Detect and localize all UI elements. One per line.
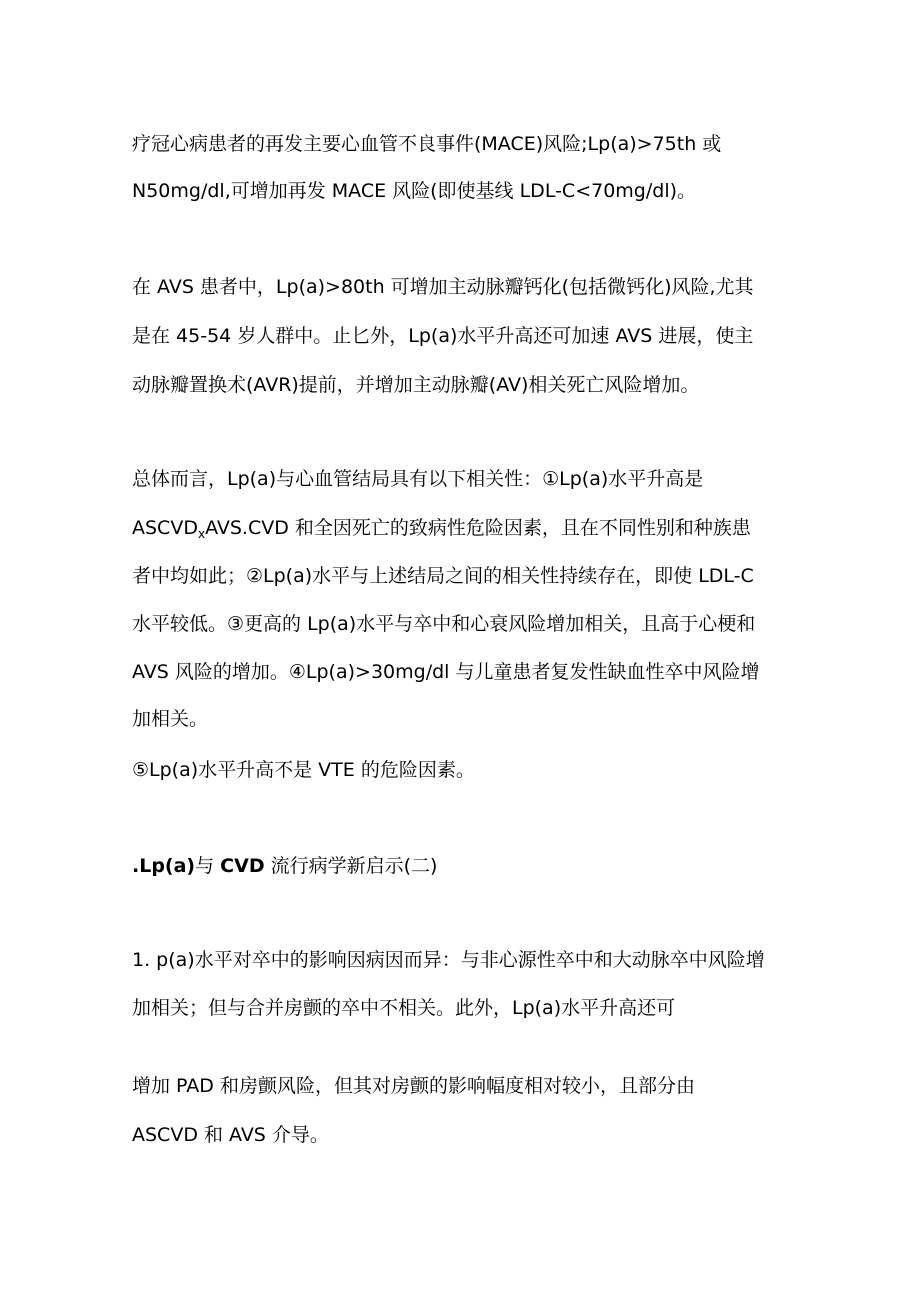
p5-line-1: 增加 PAD 和房颤风险，但其对房颤的影响幅度相对较小，且部分由 <box>132 1075 695 1097</box>
p2-line-1: 在 AVS 患者中，Lp(a)>80th 可增加主动脉瓣钙化(包括微钙化)风险,尤其 <box>132 276 754 298</box>
p1-line-2: N50mg/dl,可增加再发 MACE 风险(即使基线 LDL-C<70mg∕dl)。 <box>132 180 697 202</box>
heading-normal-1: 与 <box>195 855 221 877</box>
p5-line-2: ASCVD 和 AVS 介导。 <box>132 1124 329 1146</box>
p3-line-2 <box>132 515 751 547</box>
p3-line-2-subscript: x <box>197 527 206 541</box>
p4-line-1: 1. p(a)水平对卒中的影响因病因而异：与非心源性卒中和大动脉卒中风险增 <box>132 949 765 971</box>
p3-line-4: 水平较低。③更高的 Lp(a)水平与卒中和心衰风险增加相关，且高于心梗和 <box>132 613 756 635</box>
p2-line-3: 动脉瓣置换术(AVR)提前，并增加主动脉瓣(AV)相关死亡风险增加。 <box>132 374 700 396</box>
heading-bold-1: .Lp(a) <box>132 855 196 877</box>
p3-line-3: 者中均如此；②Lp(a)水平与上述结局之间的相关性持续存在，即使 LDL-C <box>132 565 754 587</box>
p3-line-7: ⑤Lp(a)水平升高不是 VTE 的危险因素。 <box>132 759 475 781</box>
p3-line-2-part-2: AVS.CVD 和全因死亡的致病性危险因素，且在不同性别和种族患 <box>205 517 751 539</box>
heading-bold-2: CVD <box>220 855 265 877</box>
p2-line-2: 是在 45-54 岁人群中。止匕外，Lp(a)水平升高还可加速 AVS 进展，使主 <box>132 325 754 347</box>
p3-line-5: AVS 风险的增加。④Lp(a)>30mg/dl 与儿童患者复发性缺血性卒中风险增 <box>132 661 760 683</box>
p4-line-2: 加相关；但与合并房颤的卒中不相关。此外，Lp(a)水平升高还可 <box>132 997 676 1019</box>
p3-line-2-part-1: ASCVD <box>132 517 198 539</box>
heading-normal-2: 流行病学新启示(二) <box>264 855 438 877</box>
section-heading <box>132 853 437 879</box>
p1-line-1: 疗冠心病患者的再发主要心血管不良事件(MACE)风险;Lp(a)>75th 或 <box>132 133 722 155</box>
p3-line-1: 总体而言，Lp(a)与心血管结局具有以下相关性：①Lp(a)水平升高是 <box>132 468 704 490</box>
p3-line-6: 加相关。 <box>132 708 209 730</box>
